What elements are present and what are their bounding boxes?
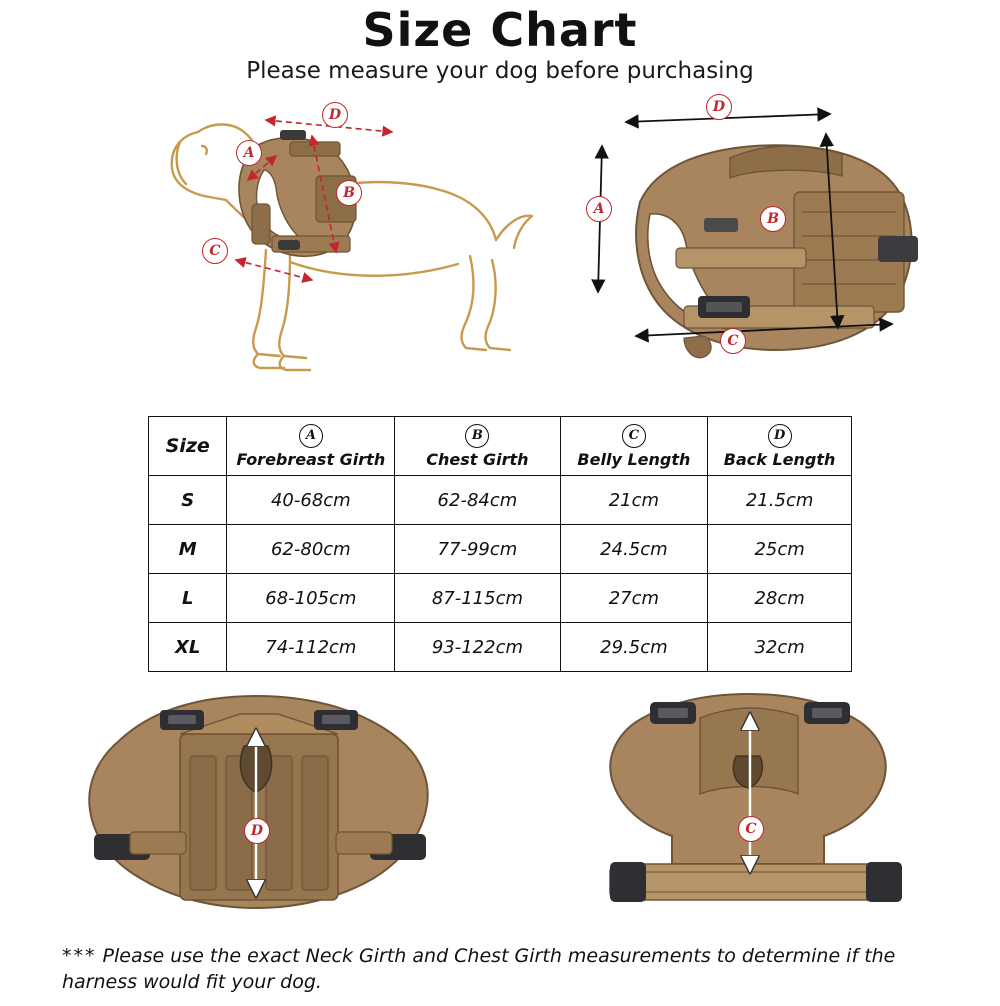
table-row <box>149 476 852 525</box>
cell-back-length: 21.5cm <box>708 476 852 525</box>
cell-forebreast-girth: 62-80cm <box>227 525 395 574</box>
cell-belly-length: 27cm <box>560 574 708 623</box>
table-header-row <box>149 417 852 476</box>
marker-c-left: C <box>202 238 228 264</box>
cell-chest-girth: 62-84cm <box>395 476 560 525</box>
marker-b-right: B <box>760 206 786 232</box>
cell-forebreast-girth: 40-68cm <box>227 476 395 525</box>
dimension-arrows-left <box>140 84 560 374</box>
header-a-circle: A <box>299 424 323 448</box>
marker-b-left: B <box>336 180 362 206</box>
marker-d-left: D <box>322 102 348 128</box>
cell-chest-girth: 87-115cm <box>395 574 560 623</box>
cell-size: XL <box>149 623 227 672</box>
page-title: Size Chart <box>362 3 638 57</box>
size-table <box>148 416 852 672</box>
header-cell-d <box>708 417 852 476</box>
header-c-circle: C <box>622 424 646 448</box>
header-a-label: Forebreast Girth <box>236 449 386 469</box>
header-cell-b <box>395 417 560 476</box>
footnote-stars: *** <box>62 945 97 967</box>
cell-belly-length: 29.5cm <box>560 623 708 672</box>
marker-d-bottom: D <box>244 818 270 844</box>
cell-chest-girth: 93-122cm <box>395 623 560 672</box>
dimension-arrow-c-bottom <box>540 674 960 924</box>
marker-c-bottom: C <box>738 816 764 842</box>
cell-size: L <box>149 574 227 623</box>
header-cell-a <box>227 417 395 476</box>
footnote-text: Please use the exact Neck Girth and Chest Girth measurements to determine if the harness would fit your dog. <box>62 945 896 993</box>
cell-belly-length: 21cm <box>560 476 708 525</box>
header-b-label: Chest Girth <box>426 449 529 469</box>
table-row <box>149 623 852 672</box>
dimension-arrow-d-bottom <box>60 674 480 924</box>
cell-size: S <box>149 476 227 525</box>
bottom-illustration-row <box>0 674 1000 934</box>
footnote <box>62 944 962 995</box>
size-table-wrapper <box>148 416 852 672</box>
cell-belly-length: 24.5cm <box>560 525 708 574</box>
table-body <box>149 476 852 672</box>
page-subtitle: Please measure your dog before purchasing <box>246 58 754 85</box>
cell-chest-girth: 77-99cm <box>395 525 560 574</box>
marker-c-right: C <box>720 328 746 354</box>
header-cell-c <box>560 417 708 476</box>
header-cell-size <box>149 417 227 476</box>
table-row <box>149 574 852 623</box>
header-c-label: Belly Length <box>577 449 691 469</box>
header-b-circle: B <box>465 424 489 448</box>
illustration-row <box>0 84 1000 374</box>
cell-back-length: 28cm <box>708 574 852 623</box>
table-row <box>149 525 852 574</box>
cell-back-length: 25cm <box>708 525 852 574</box>
header-size-label: Size <box>165 435 210 457</box>
header-d-label: Back Length <box>723 449 836 469</box>
marker-d-right: D <box>706 94 732 120</box>
harness-top-view-illustration <box>60 674 480 924</box>
cell-size: M <box>149 525 227 574</box>
dog-with-harness-illustration <box>140 84 560 374</box>
harness-side-illustration <box>580 84 980 374</box>
marker-a-left: A <box>236 140 262 166</box>
marker-a-right: A <box>586 196 612 222</box>
harness-front-view-illustration <box>540 674 960 924</box>
header-d-circle: D <box>768 424 792 448</box>
size-chart-page <box>0 3 1000 1006</box>
table-header <box>149 417 852 476</box>
cell-forebreast-girth: 74-112cm <box>227 623 395 672</box>
cell-back-length: 32cm <box>708 623 852 672</box>
cell-forebreast-girth: 68-105cm <box>227 574 395 623</box>
